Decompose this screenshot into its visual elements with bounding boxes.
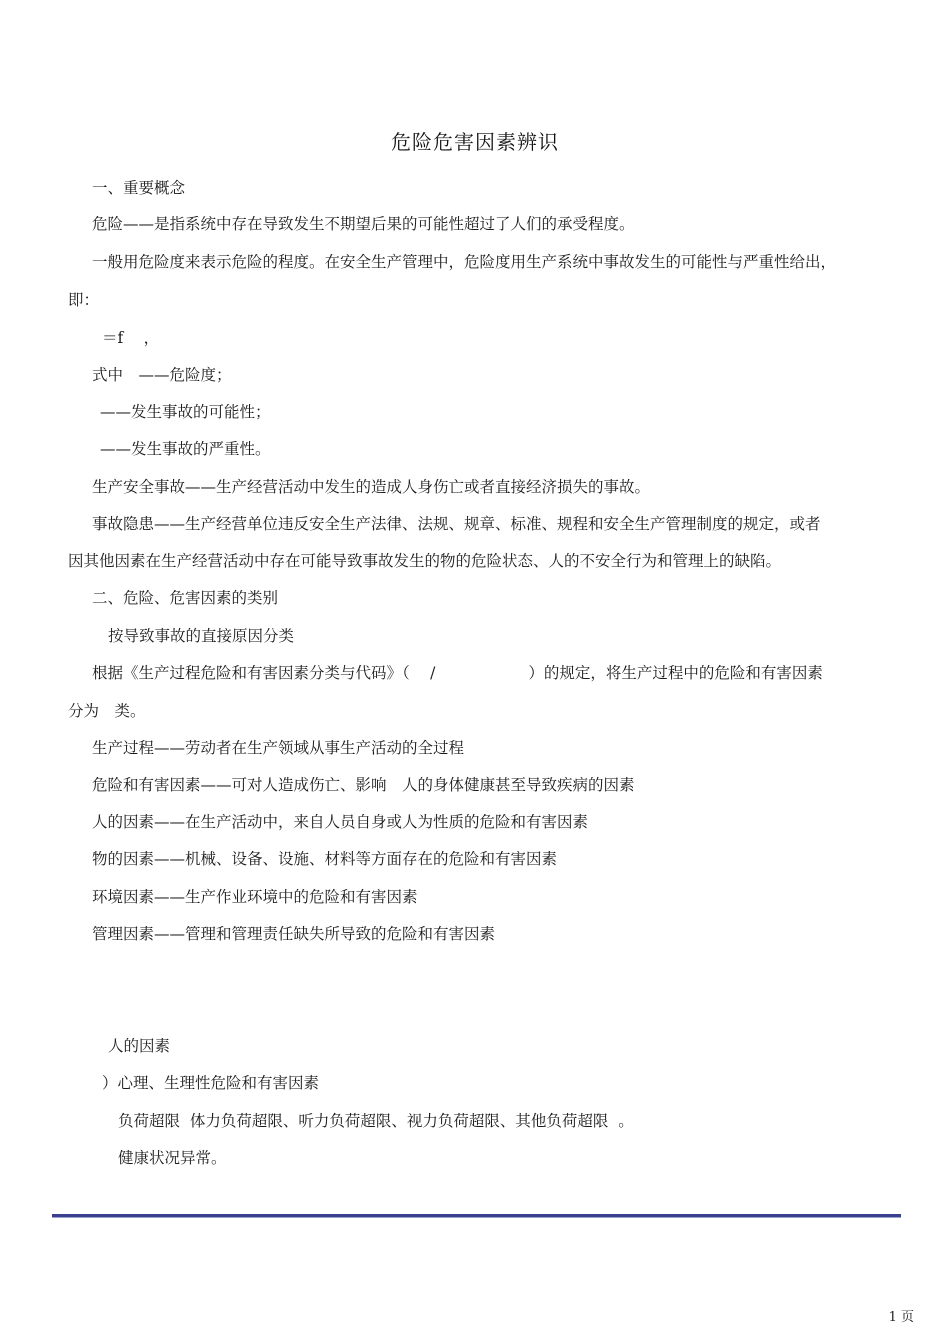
list-item: ）心理、生理性危险和有害因素 [102,1074,320,1092]
definition-line: 人的因素——在生产活动中，来自人员自身或人为性质的危险和有害因素 [92,813,589,831]
definition-line: 危险和有害因素——可对人造成伤亡、影响 人的身体健康甚至导致疾病的因素 [92,776,635,794]
page-number: 1 页 [888,1310,914,1325]
definition-line: 管理因素——管理和管理责任缺失所导致的危险和有害因素 [92,925,496,943]
footer-divider [52,1214,901,1218]
list-item: 负荷超限 体力负荷超限、听力负荷超限、视力负荷超限、其他负荷超限 。 [118,1112,634,1130]
paragraph-line: 因其他因素在生产经营活动中存在可能导致事故发生的物的危险状态、人的不安全行为和管理上的缺陷。 [68,552,782,570]
paragraph-line: 一般用危险度来表示危险的程度。在安全生产管理中，危险度用生产系统中事故发生的可能性与严重性给出， [92,253,837,271]
definition-line: 生产过程——劳动者在生产领域从事生产活动的全过程 [92,739,465,757]
formula-definition: ——发生事故的严重性。 [100,440,271,458]
paragraph-line: 根据《生产过程危险和有害因素分类与代码》（ / ）的规定，将生产过程中的危险和有害因素 [92,664,823,682]
formula-definition: ——发生事故的可能性； [100,403,271,421]
definition-line: 物的因素——机械、设备、设施、材料等方面存在的危险和有害因素 [92,850,558,868]
definition-line: 环境因素——生产作业环境中的危险和有害因素 [92,888,418,906]
subsection-heading: 人的因素 [108,1037,171,1055]
paragraph-line: 危险——是指系统中存在导致发生不期望后果的可能性超过了人们的承受程度。 [92,215,635,233]
formula-line: ＝f ， [102,329,160,347]
paragraph-line: 分为 类。 [68,702,146,720]
paragraph-line: 即： [68,291,100,309]
paragraph-line: 生产安全事故——生产经营活动中发生的造成人身伤亡或者直接经济损失的事故。 [92,478,651,496]
page-title: 危险危害因素辨识 [391,130,559,154]
list-item: 健康状况异常。 [118,1149,227,1167]
section-heading-concepts: 一、重要概念 [92,179,186,197]
subsection-heading: 按导致事故的直接原因分类 [108,627,295,645]
paragraph-line: 事故隐患——生产经营单位违反安全生产法律、法规、规章、标准、规程和安全生产管理制度的规定，或者 [92,515,821,533]
formula-definition: 式中 ——危险度； [92,366,232,384]
section-heading-categories: 二、危险、危害因素的类别 [92,589,279,607]
